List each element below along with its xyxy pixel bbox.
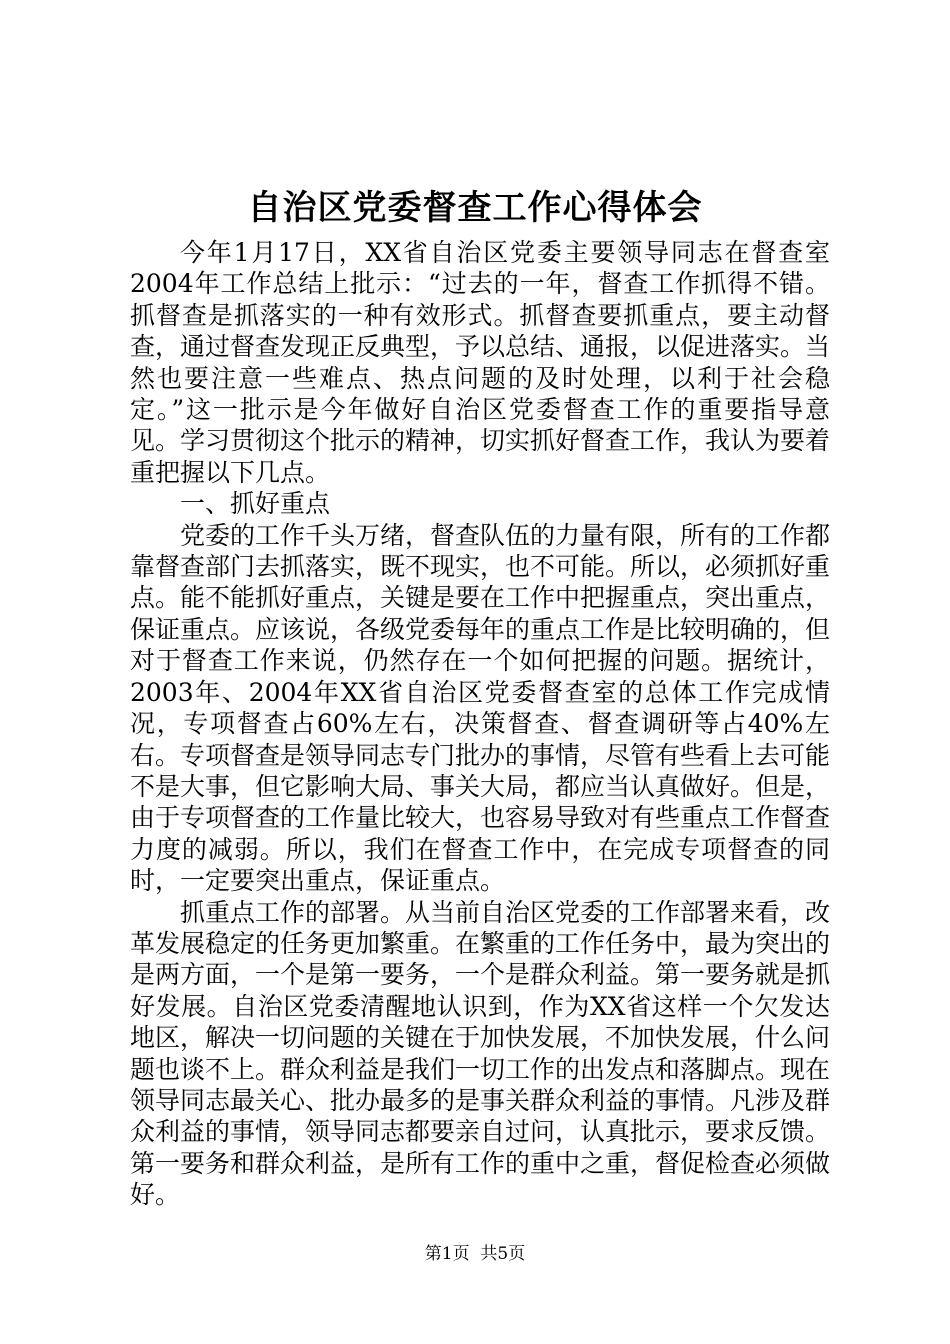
section-heading: 一、抓好重点 — [180, 489, 331, 519]
page-number: 第1页 — [424, 1244, 470, 1264]
document-title: 自治区党委督查工作心得体会 — [247, 188, 703, 228]
paragraph-deployment: 抓重点工作的部署。从当前自治区党委的工作部署来看，改革发展稳定的任务更加繁重。在繁重的工作任务中，最为突出的是两方面，一个是第一要务，一个是群众利益。第一要务就是抓好发展。自治区党委清醒地认识到，作为XX省这样一个欠发达地区，解决一切问题的关键在于加快发展，不加快发展，什么问题也谈不上。群众利益是我们一切工作的出发点和落脚点。现在领导同志最关心、批办最多的是事关群众利益的事情。凡涉及群众利益的事情，领导同志都要亲自过问，认真批示，要求反馈。第一要务和群众利益，是所有工作的重中之重，督促检查必须做好。 — [130, 897, 831, 1210]
paragraph-focus: 党委的工作千头万绪，督查队伍的力量有限，所有的工作都靠督查部门去抓落实，既不现实，也不可能。所以，必须抓好重点。能不能抓好重点，关键是要在工作中把握重点，突出重点，保证重点。应该说，各级党委每年的重点工作是比较明确的，但对于督查工作来说，仍然存在一个如何把握的问题。据统计，2003年、2004年XX省自治区党委督查室的总体工作完成情况，专项督查占60%左右，决策督查、督查调研等占40%左右。专项督查是领导同志专门批办的事情，尽管有些看上去可能不是大事，但它影响大局、事关大局，都应当认真做好。但是，由于专项督查的工作量比较大，也容易导致对有些重点工作督查力度的减弱。所以，我们在督查工作中，在完成专项督查的同时，一定要突出重点，保证重点。 — [130, 520, 831, 896]
document-body — [130, 237, 830, 1211]
page-footer — [0, 1242, 950, 1266]
paragraph-intro: 今年1月17日，XX省自治区党委主要领导同志在督查室2004年工作总结上批示：“过去的一年，督查工作抓得不错。抓督查是抓落实的一种有效形式。抓督查要抓重点，要主动督查，通过督查发现正反典型，予以总结、通报，以促进落实。当然也要注意一些难点、热点问题的及时处理，以利于社会稳定。”这一批示是今年做好自治区党委督查工作的重要指导意见。学习贯彻这个批示的精神，切实抓好督查工作，我认为要着重把握以下几点。 — [130, 238, 831, 487]
page-total: 共5页 — [480, 1244, 526, 1264]
